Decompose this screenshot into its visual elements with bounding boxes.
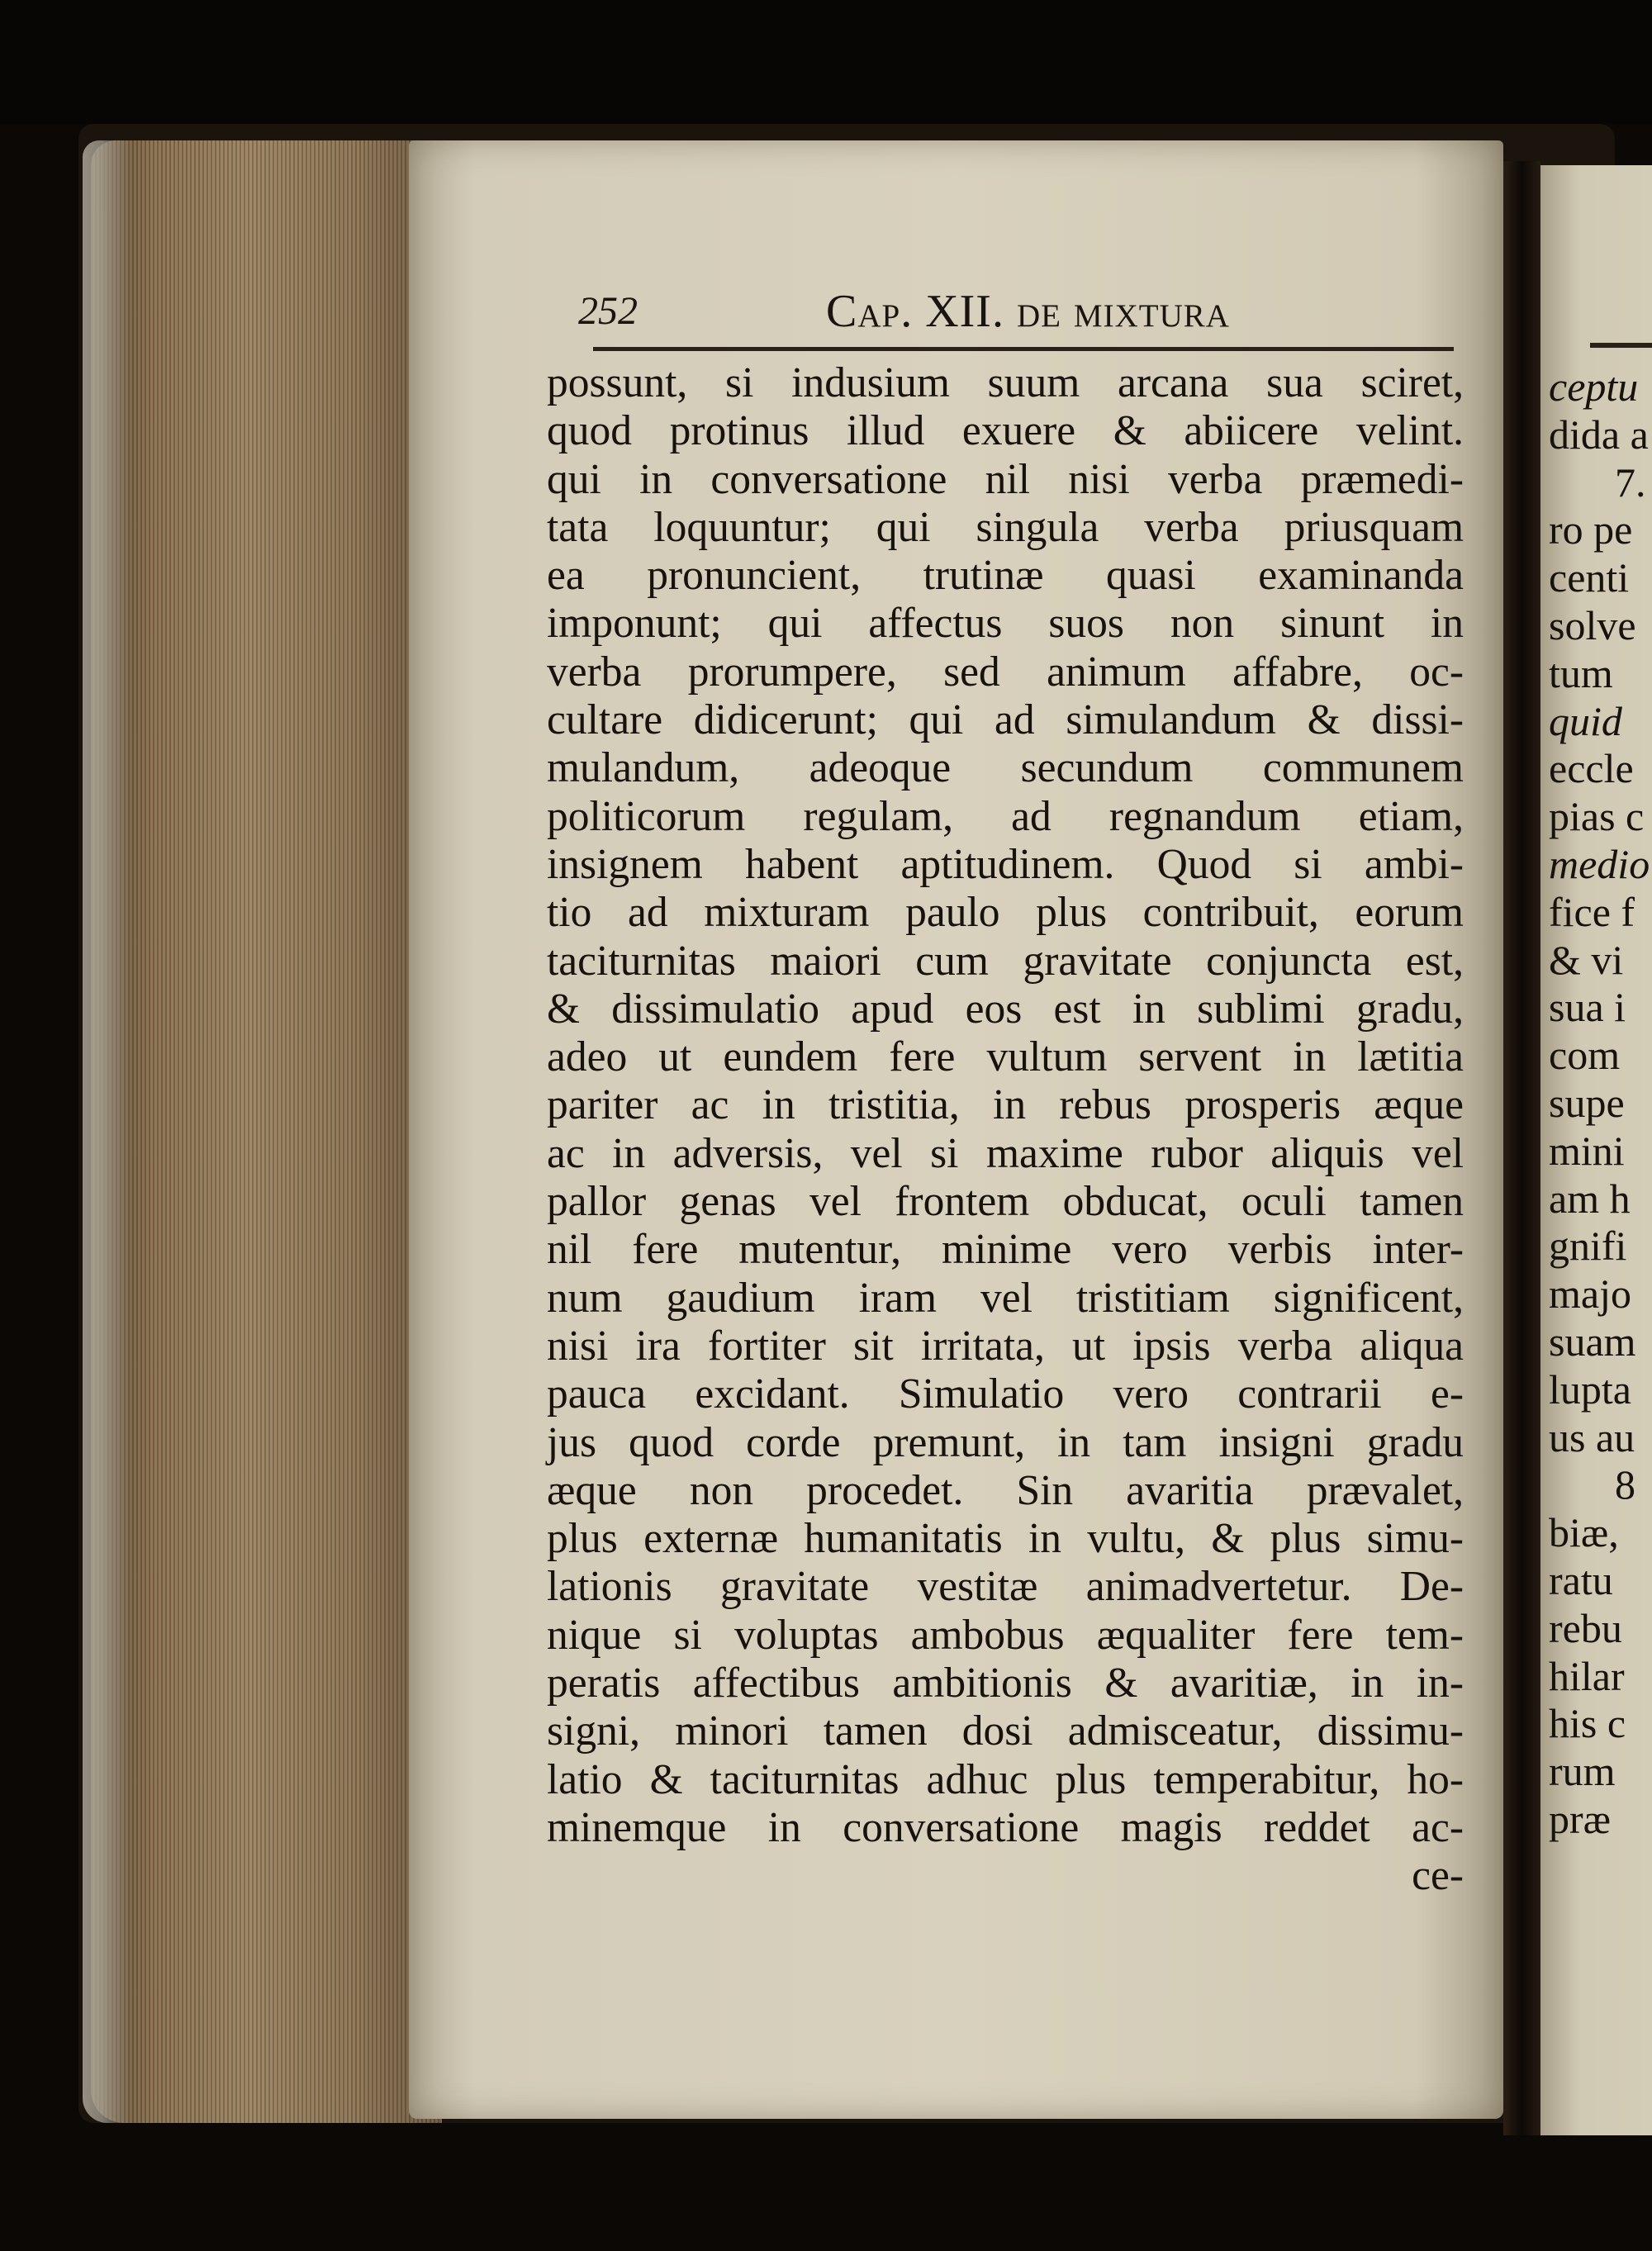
page-edges-highlight bbox=[83, 140, 132, 2123]
facing-text-line: 8 bbox=[1615, 1461, 1635, 1508]
text-line: imponunt; qui affectus suos non sinunt in bbox=[547, 600, 1464, 648]
text-line: taciturnitas maiori cum gravitate conjuncta est, bbox=[547, 937, 1464, 985]
running-head bbox=[578, 285, 1470, 343]
body-text bbox=[547, 359, 1464, 1901]
text-line: possunt, si indusium suum arcana sua sciret, bbox=[547, 359, 1464, 406]
facing-text-line: præ bbox=[1549, 1795, 1611, 1842]
dark-background bbox=[0, 0, 1652, 124]
chapter-heading: Cap. XII. de mixtura bbox=[826, 286, 1230, 337]
text-line: qui in conversatione nil nisi verba præmedi- bbox=[547, 455, 1464, 503]
text-line: num gaudium iram vel tristitiam significent, bbox=[547, 1274, 1464, 1322]
text-line: lationis gravitate vestitæ animadvertetur. De- bbox=[547, 1563, 1464, 1611]
text-line: tio ad mixturam paulo plus contribuit, eorum bbox=[547, 889, 1464, 937]
facing-text-line: rum bbox=[1549, 1748, 1616, 1795]
facing-text-line: pias c bbox=[1549, 793, 1645, 840]
facing-text-line: centi bbox=[1549, 554, 1630, 601]
catchword: ce- bbox=[1412, 1852, 1464, 1900]
text-line: pallor genas vel frontem obducat, oculi tamen bbox=[547, 1178, 1464, 1226]
text-line: & dissimulatio apud eos est in sublimi gradu, bbox=[547, 985, 1464, 1033]
header-rule bbox=[593, 347, 1454, 351]
text-line: ea pronuncient, trutinæ quasi examinanda bbox=[547, 552, 1464, 600]
text-line: verba prorumpere, sed animum affabre, oc- bbox=[547, 648, 1464, 696]
facing-text-line: am h bbox=[1549, 1175, 1631, 1222]
facing-page-text bbox=[1549, 363, 1652, 1844]
text-line: nique si voluptas ambobus æqualiter fere tem- bbox=[547, 1611, 1464, 1659]
facing-text-line: dida a bbox=[1549, 411, 1649, 458]
text-line: insignem habent aptitudinem. Quod si ambi- bbox=[547, 840, 1464, 888]
text-line: pariter ac in tristitia, in rebus prosperis æque bbox=[547, 1081, 1464, 1129]
facing-text-line: supe bbox=[1549, 1079, 1625, 1126]
facing-text-line: gnifi bbox=[1549, 1223, 1627, 1270]
facing-text-line: & vi bbox=[1549, 936, 1624, 983]
facing-text-line: rebu bbox=[1549, 1604, 1622, 1651]
text-line: signi, minori tamen dosi admisceatur, dissimu- bbox=[547, 1707, 1464, 1755]
text-line: tata loquuntur; qui singula verba priusquam bbox=[547, 503, 1464, 551]
facing-text-line: majo bbox=[1549, 1270, 1631, 1318]
text-line: peratis affectibus ambitionis & avaritiæ, in in- bbox=[547, 1660, 1464, 1707]
text-line: cultare didicerunt; qui ad simulandum & dissi- bbox=[547, 696, 1464, 744]
facing-text-line: quid bbox=[1549, 697, 1622, 744]
text-line: plus externæ humanitatis in vultu, & plus simu- bbox=[547, 1515, 1464, 1563]
facing-text-line: ceptu bbox=[1549, 363, 1639, 410]
text-line: ac in adversis, vel si maxime rubor aliquis vel bbox=[547, 1129, 1464, 1177]
facing-header-rule bbox=[1590, 343, 1652, 348]
facing-text-line: his c bbox=[1549, 1700, 1626, 1747]
text-line: nil fere mutentur, minime vero verbis inter- bbox=[547, 1226, 1464, 1274]
facing-text-line: biæ, bbox=[1549, 1509, 1619, 1556]
facing-text-line: mini bbox=[1549, 1127, 1625, 1174]
book-gutter bbox=[1503, 161, 1540, 2135]
facing-text-line: us au bbox=[1549, 1413, 1635, 1460]
facing-text-line: ro pe bbox=[1549, 506, 1633, 553]
facing-text-line: suam bbox=[1549, 1318, 1636, 1365]
facing-text-line: tum bbox=[1549, 649, 1613, 696]
text-line: quod protinus illud exuere & abiicere velint. bbox=[547, 407, 1464, 455]
facing-text-line: solve bbox=[1549, 601, 1636, 648]
facing-text-line: medio bbox=[1549, 840, 1650, 887]
facing-text-line: hilar bbox=[1549, 1652, 1625, 1699]
facing-text-line: 7. bbox=[1615, 458, 1646, 506]
text-line: pauca excidant. Simulatio vero contrarii e- bbox=[547, 1370, 1464, 1418]
text-line: politicorum regulam, ad regnandum etiam, bbox=[547, 792, 1464, 840]
facing-text-line: fice f bbox=[1549, 888, 1635, 935]
facing-text-line: ratu bbox=[1549, 1556, 1613, 1603]
text-line: nisi ira fortiter sit irritata, ut ipsis verba aliqua bbox=[547, 1322, 1464, 1370]
page-edges bbox=[91, 140, 442, 2123]
facing-text-line: com bbox=[1549, 1032, 1621, 1079]
facing-text-line: lupta bbox=[1549, 1365, 1631, 1413]
page-number: 252 bbox=[578, 289, 638, 333]
text-line: minemque in conversatione magis reddet ac- bbox=[547, 1803, 1464, 1851]
facing-text-line: eccle bbox=[1549, 745, 1634, 792]
text-line: latio & taciturnitas adhuc plus temperabitur, ho- bbox=[547, 1755, 1464, 1803]
text-line: æque non procedet. Sin avaritia prævalet, bbox=[547, 1466, 1464, 1514]
text-line: mulandum, adeoque secundum communem bbox=[547, 744, 1464, 792]
facing-text-line: sua i bbox=[1549, 984, 1626, 1031]
text-line: jus quod corde premunt, in tam insigni gradu bbox=[547, 1418, 1464, 1466]
text-line: adeo ut eundem fere vultum servent in lætitia bbox=[547, 1033, 1464, 1081]
